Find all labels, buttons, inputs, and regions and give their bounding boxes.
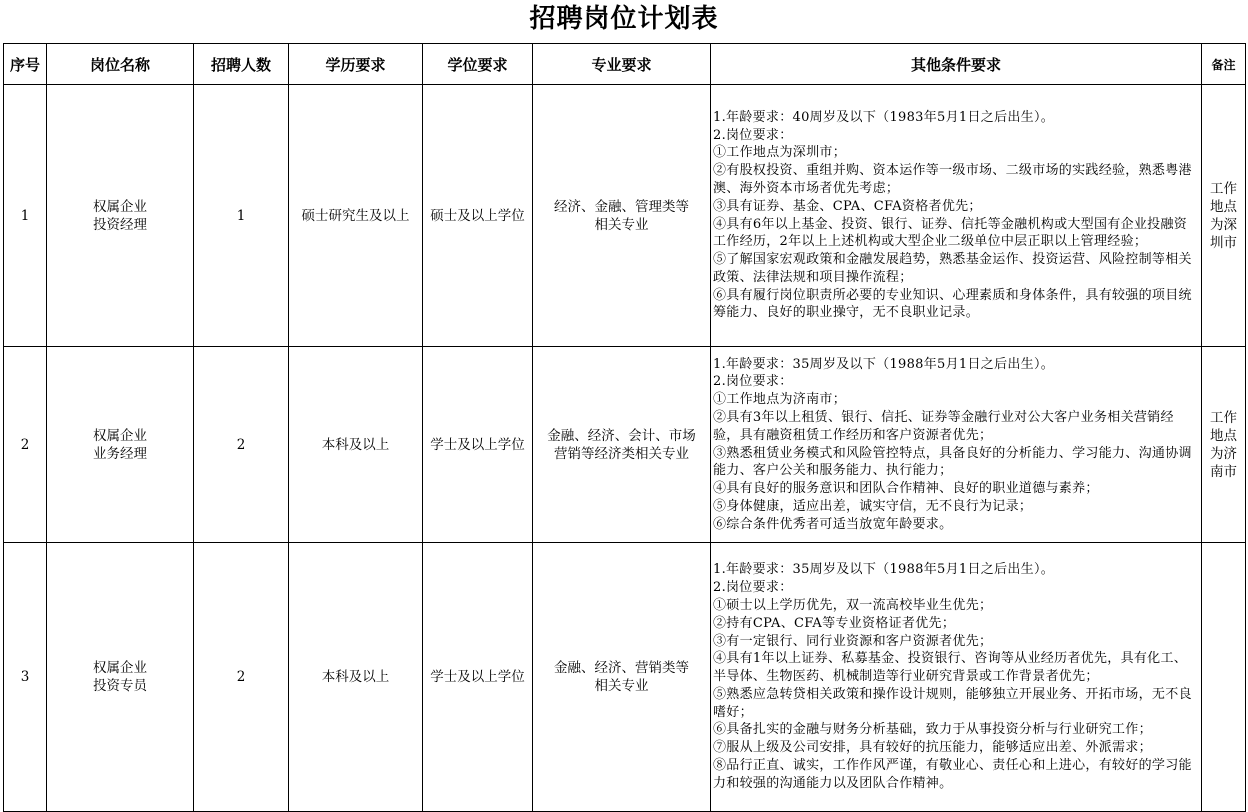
- header-seq: 序号: [4, 44, 47, 85]
- header-count: 招聘人数: [194, 44, 289, 85]
- cell-count: 1: [194, 85, 289, 347]
- cell-count: 2: [194, 543, 289, 812]
- cell-other: [711, 543, 1202, 812]
- cell-position: [47, 347, 194, 543]
- cell-count: 2: [194, 347, 289, 543]
- cell-note: [1202, 543, 1246, 812]
- requirement-line: ④具有1年以上证券、私募基金、投资银行、咨询等从业经历者优先，具有化工、半导体、生物医药、机械制造等行业研究背景或工作背景者优先；: [713, 651, 1188, 685]
- requirement-line: ⑧品行正直、诚实，工作作风严谨，有敬业心、责任心和上进心，有较好的学习能力和较强的沟通能力以及团队合作精神。: [713, 758, 1192, 791]
- requirement-line: ③有一定银行、同行业资源和客户资源者优先；: [713, 633, 993, 649]
- cell-position: [47, 543, 194, 812]
- major-text: 金融、经济、营销类等 相关专业: [554, 660, 689, 694]
- header-other: 其他条件要求: [711, 44, 1202, 85]
- position-text: 权属企业 投资经理: [93, 198, 147, 233]
- requirement-line: 2.岗位要求：: [713, 374, 793, 390]
- cell-seq: 3: [4, 543, 47, 812]
- requirement-line: ④具有6年以上基金、投资、银行、证券、信托等金融机构或大型国有企业投融资工作经历，2年以上上述机构或大型企业二级单位中层正职以上管理经验；: [713, 216, 1188, 250]
- cell-note: 工作地点为济南市: [1202, 347, 1246, 543]
- requirement-line: 2.岗位要求：: [713, 580, 793, 596]
- cell-note: 工作地点为深圳市: [1202, 85, 1246, 347]
- cell-education: 本科及以上: [289, 347, 423, 543]
- requirement-line: ①工作地点为深圳市；: [713, 145, 847, 161]
- requirement-line: ②具有3年以上租赁、银行、信托、证券等金融行业对公大客户业务相关营销经验，具有融资租赁工作经历和客户资源者优先；: [713, 409, 1174, 443]
- cell-major: [533, 347, 711, 543]
- requirement-line: ③熟悉租赁业务模式和风险管控特点，具备良好的分析能力、学习能力、沟通协调能力、客户公关和服务能力、执行能力；: [713, 445, 1192, 479]
- header-note: 备注: [1202, 44, 1246, 85]
- cell-major: [533, 85, 711, 347]
- position-text: 权属企业 投资专员: [93, 660, 147, 694]
- header-position: 岗位名称: [47, 44, 194, 85]
- recruitment-table: [3, 43, 1246, 812]
- requirement-line: ⑦服从上级及公司安排，具有较好的抗压能力，能够适应出差、外派需求；: [713, 740, 1152, 756]
- cell-seq: 2: [4, 347, 47, 543]
- header-major: 专业要求: [533, 44, 711, 85]
- position-text: 权属企业 业务经理: [93, 427, 147, 462]
- requirement-line: ①工作地点为济南市；: [713, 392, 847, 408]
- requirement-line: ⑤熟悉应急转贷相关政策和操作设计规则，能够独立开展业务、开拓市场，无不良嗜好；: [713, 686, 1192, 720]
- table-row: [4, 543, 1246, 812]
- cell-education: 硕士研究生及以上: [289, 85, 423, 347]
- cell-seq: 1: [4, 85, 47, 347]
- header-degree: 学位要求: [423, 44, 533, 85]
- cell-other: [711, 85, 1202, 347]
- table-row: [4, 347, 1246, 543]
- cell-other: [711, 347, 1202, 543]
- requirement-line: ④具有良好的服务意识和团队合作精神、良好的职业道德与素养；: [713, 481, 1099, 497]
- cell-degree: 学士及以上学位: [423, 347, 533, 543]
- header-education: 学历要求: [289, 44, 423, 85]
- cell-education: 本科及以上: [289, 543, 423, 812]
- header-row: [4, 44, 1246, 85]
- requirement-line: ⑤身体健康，适应出差，诚实守信，无不良行为记录；: [713, 498, 1033, 514]
- table-row: [4, 85, 1246, 347]
- cell-major: [533, 543, 711, 812]
- requirement-line: ⑤了解国家宏观政策和金融发展趋势，熟悉基金运作、投资运营、风险控制等相关政策、法律法规和项目操作流程；: [713, 252, 1192, 285]
- requirement-line: ②持有CPA、CFA等专业资格证者优先；: [713, 615, 956, 631]
- requirement-line: ①硕士以上学历优先，双一流高校毕业生优先；: [713, 597, 993, 613]
- cell-position: [47, 85, 194, 347]
- requirement-line: 1.年龄要求：40周岁及以下（1983年5月1日之后出生）。: [713, 109, 1055, 125]
- requirement-line: 2.岗位要求：: [713, 127, 793, 143]
- requirement-line: ⑥综合条件优秀者可适当放宽年龄要求。: [713, 516, 953, 532]
- cell-degree: 学士及以上学位: [423, 543, 533, 812]
- major-text: 金融、经济、会计、市场 营销等经济类相关专业: [547, 427, 696, 462]
- major-text: 经济、金融、管理类等 相关专业: [554, 198, 689, 233]
- requirement-line: ⑥具有履行岗位职责所必要的专业知识、心理素质和身体条件，具有较强的项目统筹能力、良好的职业操守，无不良职业记录。: [713, 287, 1192, 321]
- page-title: 招聘岗位计划表: [529, 4, 719, 34]
- requirement-line: ②有股权投资、重组并购、资本运作等一级市场、二级市场的实践经验，熟悉粤港澳、海外资本市场者优先考虑；: [713, 163, 1192, 196]
- requirement-line: ③具有证券、基金、CPA、CFA资格者优先；: [713, 198, 982, 214]
- requirement-line: ⑥具备扎实的金融与财务分析基础，致力于从事投资分析与行业研究工作；: [713, 722, 1152, 738]
- cell-degree: 硕士及以上学位: [423, 85, 533, 347]
- requirement-line: 1.年龄要求：35周岁及以下（1988年5月1日之后出生）。: [713, 562, 1055, 578]
- requirement-line: 1.年龄要求：35周岁及以下（1988年5月1日之后出生）。: [713, 356, 1055, 372]
